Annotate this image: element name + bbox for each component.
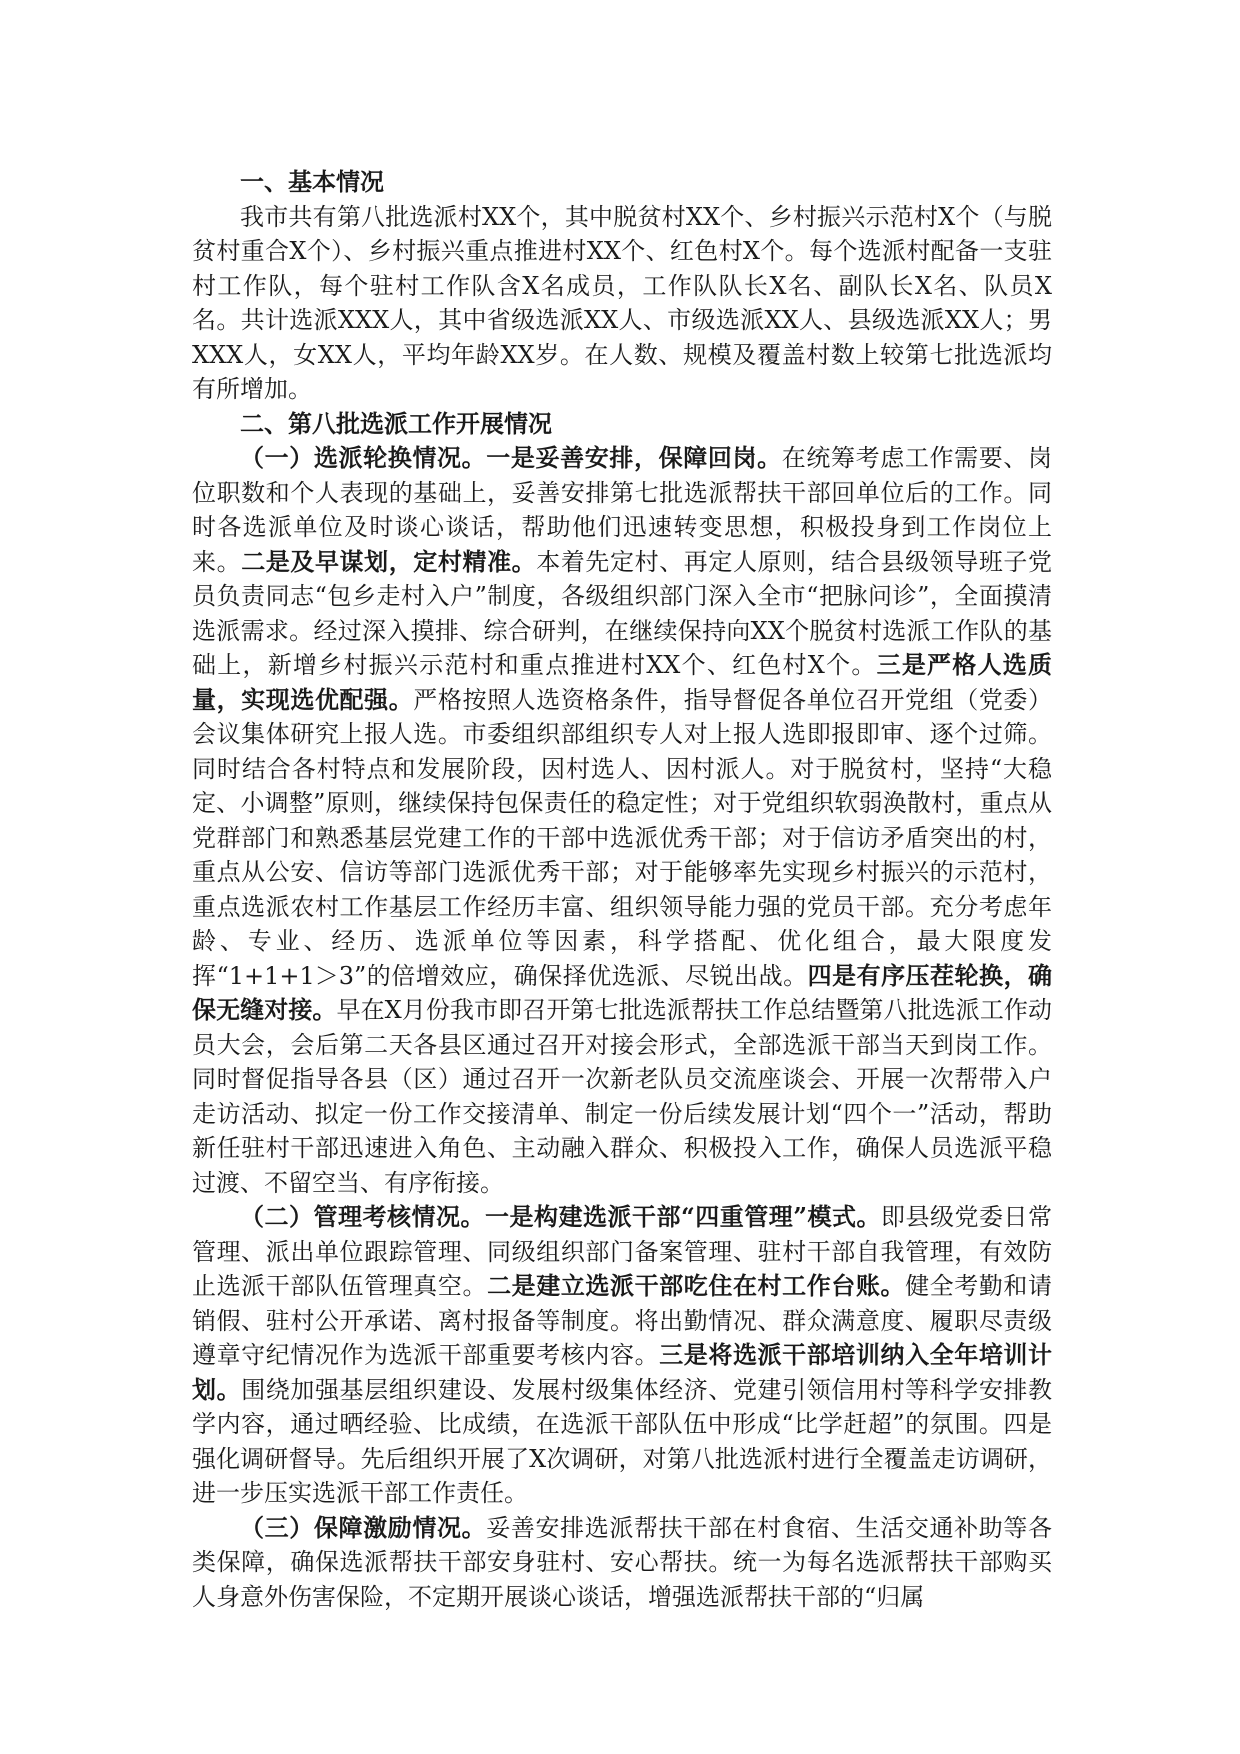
management-text-3: 围绕加强基层组织建设、发展村级集体经济、党建引领信用村等科学安排教学内容，通过晒经验、比成绩，在选派干部队伍中形成“比学赶超”的氛围。四是强化调研督导。先后组织开展了X次调研，对第八批选派村进行全覆盖走访调研，进一步压实选派干部工作责任。	[192, 1375, 1053, 1507]
management-bold-3: 三是将选派干部培训纳入全年培训计划。	[192, 1340, 1053, 1404]
rotation-bold-3: 三是严格人选质量，实现选优配强。	[192, 650, 1052, 714]
rotation-text-1: 在统筹考虑工作需要、岗位职数和个人表现的基础上，妥善安排第七批选派帮扶干部回单位后的工作。同时各选派单位及时谈心谈话，帮助他们迅速转变思想，积极投身到工作岗位上来。	[192, 444, 1052, 576]
paragraph-rotation	[192, 441, 1052, 1200]
management-text-2: 健全考勤和请销假、驻村公开承诺、离村报备等制度。将出勤情况、群众满意度、履职尽责级遵章守纪情况作为选派干部重要考核内容。	[192, 1272, 1053, 1369]
document-body	[192, 165, 1052, 1614]
rotation-text-4: 早在X月份我市即召开第七批选派帮扶工作总结暨第八批选派工作动员大会，会后第二天各县区通过召开对接会形式，全部选派干部当天到岗工作。同时督促指导各县（区）通过召开一次新老队员交流座谈会、开展一次帮带入户走访活动、拟定一份工作交接清单、制定一份后续发展计划“四个一”活动，帮助新任驻村干部迅速进入角色、主动融入群众、积极投入工作，确保人员选派平稳过渡、不留空当、有序衔接。	[192, 996, 1052, 1197]
paragraph-basic-info: 我市共有第八批选派村XX个，其中脱贫村XX个、乡村振兴示范村X个（与脱贫村重合X个）、乡村振兴重点推进村XX个、红色村X个。每个选派村配备一支驻村工作队，每个驻村工作队含X名成员，工作队队长X名、副队长X名、队员X名。共计选派XXX人，其中省级选派XX人、市级选派XX人、县级选派XX人；男XXX人，女XX人，平均年龄XX岁。在人数、规模及覆盖村数上较第七批选派均有所增加。	[192, 202, 1052, 403]
rotation-lead: （一）选派轮换情况。一是妥善安排，保障回岗。	[240, 443, 782, 472]
rotation-text-2: 本着先定村、再定人原则，结合县级领导班子党员负责同志“包乡走村入户”制度，各级组织部门深入全市“把脉问诊”，全面摸清选派需求。经过深入摸排、综合研判，在继续保持向XX个脱贫村选派工作队的基础上，新增乡村振兴示范村和重点推进村XX个、红色村X个。	[192, 547, 1053, 679]
paragraph-management	[192, 1200, 1052, 1511]
management-bold-2: 二是建立选派干部吃住在村工作台账。	[487, 1271, 906, 1300]
section-heading-basic: 一、基本情况	[240, 167, 384, 196]
rotation-bold-2: 二是及早谋划，定村精准。	[241, 546, 537, 576]
incentive-text-1: 妥善安排选派帮扶干部在村食宿、生活交通补助等各类保障，确保选派帮扶干部安身驻村、安心帮扶。统一为每名选派帮扶干部购买人身意外伤害保险，不定期开展谈心谈话，增强选派帮扶干部的“归属	[192, 1513, 1052, 1611]
rotation-text-3: 严格按照人选资格条件，指导督促各单位召开党组（党委）会议集体研究上报人选。市委组织部组织专人对上报人选即报即审、逐个过筛。同时结合各村特点和发展阶段，因村选人、因村派人。对于脱贫村，坚持“大稳定、小调整”原则，继续保持包保责任的稳定性；对于党组织软弱涣散村，重点从党群部门和熟悉基层党建工作的干部中选派优秀干部；对于信访矛盾突出的村，重点从公安、信访等部门选派优秀干部；对于能够率先实现乡村振兴的示范村，重点选派农村工作基层工作经历丰富、组织领导能力强的党员干部。充分考虑年龄、专业、经历、选派单位等因素，科学搭配、优化组合，最大限度发挥“1+1+1＞3”的倍增效应，确保择优选派、尽锐出战。	[192, 685, 1053, 990]
rotation-bold-4: 四是有序压茬轮换，确保无缝对接。	[192, 960, 1053, 1024]
management-text-1: 即县级党委日常管理、派出单位跟踪管理、同级组织部门备案管理、驻村干部自我管理，有效防止选派干部队伍管理真空。	[192, 1203, 1053, 1300]
section-heading-work: 二、第八批选派工作开展情况	[240, 408, 552, 438]
paragraph-incentive	[192, 1511, 1052, 1615]
management-lead: （二）管理考核情况。一是构建选派干部“四重管理”模式。	[240, 1202, 882, 1231]
incentive-lead: （三）保障激励情况。	[240, 1512, 487, 1542]
